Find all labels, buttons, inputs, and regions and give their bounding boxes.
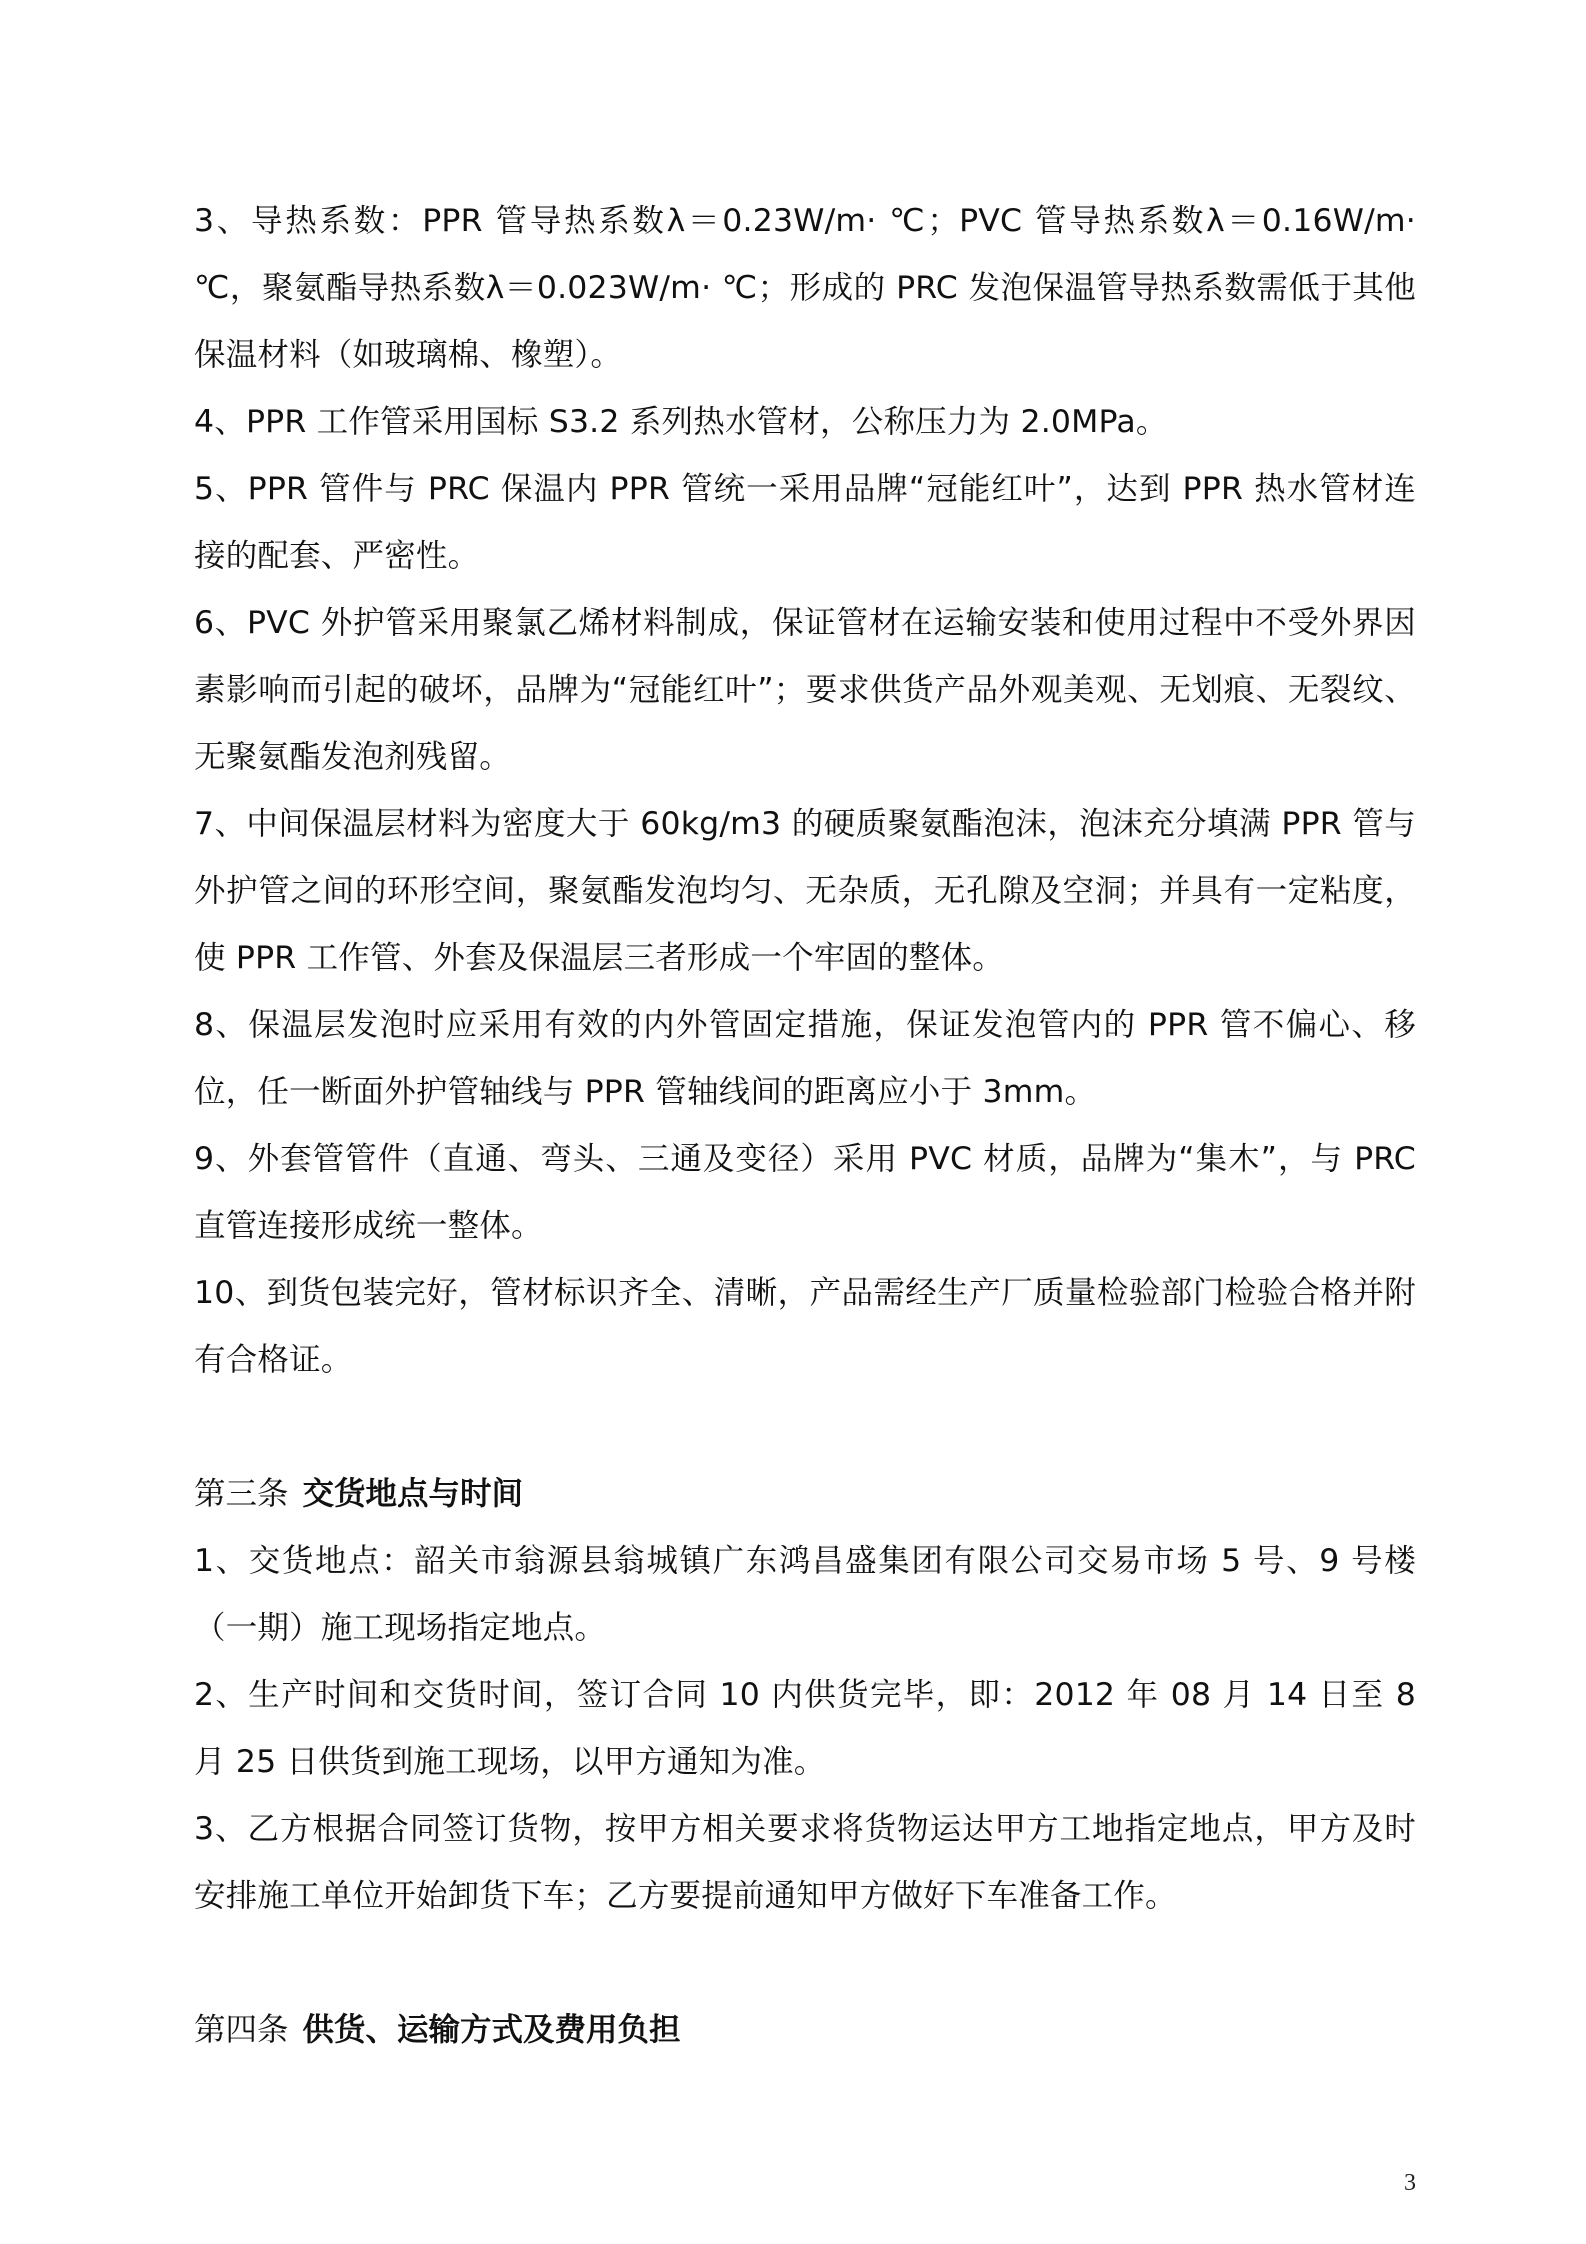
clause-item-6: 6、PVC 外护管采用聚氯乙烯材料制成，保证管材在运输安装和使用过程中不受外界因素影响而引起的破坏，品牌为“冠能红叶”；要求供货产品外观美观、无划痕、无裂纹、无聚氨酯发泡剂残留。 bbox=[194, 605, 1416, 775]
section-heading-3 bbox=[194, 1461, 1416, 1528]
section-spacer bbox=[194, 1394, 1416, 1461]
clause-item-10: 10、到货包装完好，管材标识齐全、清晰，产品需经生产厂质量检验部门检验合格并附有合格证。 bbox=[194, 1275, 1416, 1378]
section-title: 供货、运输方式及费用负担 bbox=[302, 2012, 681, 2048]
clause-item-7: 7、中间保温层材料为密度大于 60kg/m3 的硬质聚氨酯泡沫，泡沫充分填满 PPR 管与外护管之间的环形空间，聚氨酯发泡均匀、无杂质，无孔隙及空洞；并具有一定粘度，使 PPR 工作管、外套及保温层三者形成一个牢固的整体。 bbox=[194, 806, 1416, 976]
page-number: 3 bbox=[1404, 2170, 1416, 2196]
section-number: 第三条 bbox=[194, 1476, 289, 1512]
clause-item-5: 5、PPR 管件与 PRC 保温内 PPR 管统一采用品牌“冠能红叶”，达到 PPR 热水管材连接的配套、严密性。 bbox=[194, 471, 1416, 574]
clause-item-3: 3、导热系数：PPR 管导热系数λ＝0.23W/m· ℃；PVC 管导热系数λ＝0.16W/m· ℃，聚氨酯导热系数λ＝0.023W/m· ℃；形成的 PRC 发泡保温管导热系数需低于其他保温材料（如玻璃棉、橡塑）。 bbox=[194, 203, 1416, 373]
section-number: 第四条 bbox=[194, 2012, 289, 2048]
document-body bbox=[194, 188, 1416, 2064]
delivery-item-2: 2、生产时间和交货时间，签订合同 10 内供货完毕，即：2012 年 08 月 14 日至 8 月 25 日供货到施工现场，以甲方通知为准。 bbox=[194, 1677, 1416, 1780]
clause-item-8: 8、保温层发泡时应采用有效的内外管固定措施，保证发泡管内的 PPR 管不偏心、移位，任一断面外护管轴线与 PPR 管轴线间的距离应小于 3mm。 bbox=[194, 1007, 1416, 1110]
delivery-item-1: 1、交货地点：韶关市翁源县翁城镇广东鸿昌盛集团有限公司交易市场 5 号、9 号楼（一期）施工现场指定地点。 bbox=[194, 1543, 1416, 1646]
section-heading-4 bbox=[194, 1997, 1416, 2064]
section-title: 交货地点与时间 bbox=[302, 1476, 524, 1512]
delivery-item-3: 3、乙方根据合同签订货物，按甲方相关要求将货物运达甲方工地指定地点，甲方及时安排施工单位开始卸货下车；乙方要提前通知甲方做好下车准备工作。 bbox=[194, 1811, 1416, 1914]
clause-item-4: 4、PPR 工作管采用国标 S3.2 系列热水管材，公称压力为 2.0MPa。 bbox=[194, 404, 1168, 440]
clause-item-9: 9、外套管管件（直通、弯头、三通及变径）采用 PVC 材质，品牌为“集木”，与 PRC 直管连接形成统一整体。 bbox=[194, 1141, 1416, 1244]
section-spacer bbox=[194, 1930, 1416, 1997]
